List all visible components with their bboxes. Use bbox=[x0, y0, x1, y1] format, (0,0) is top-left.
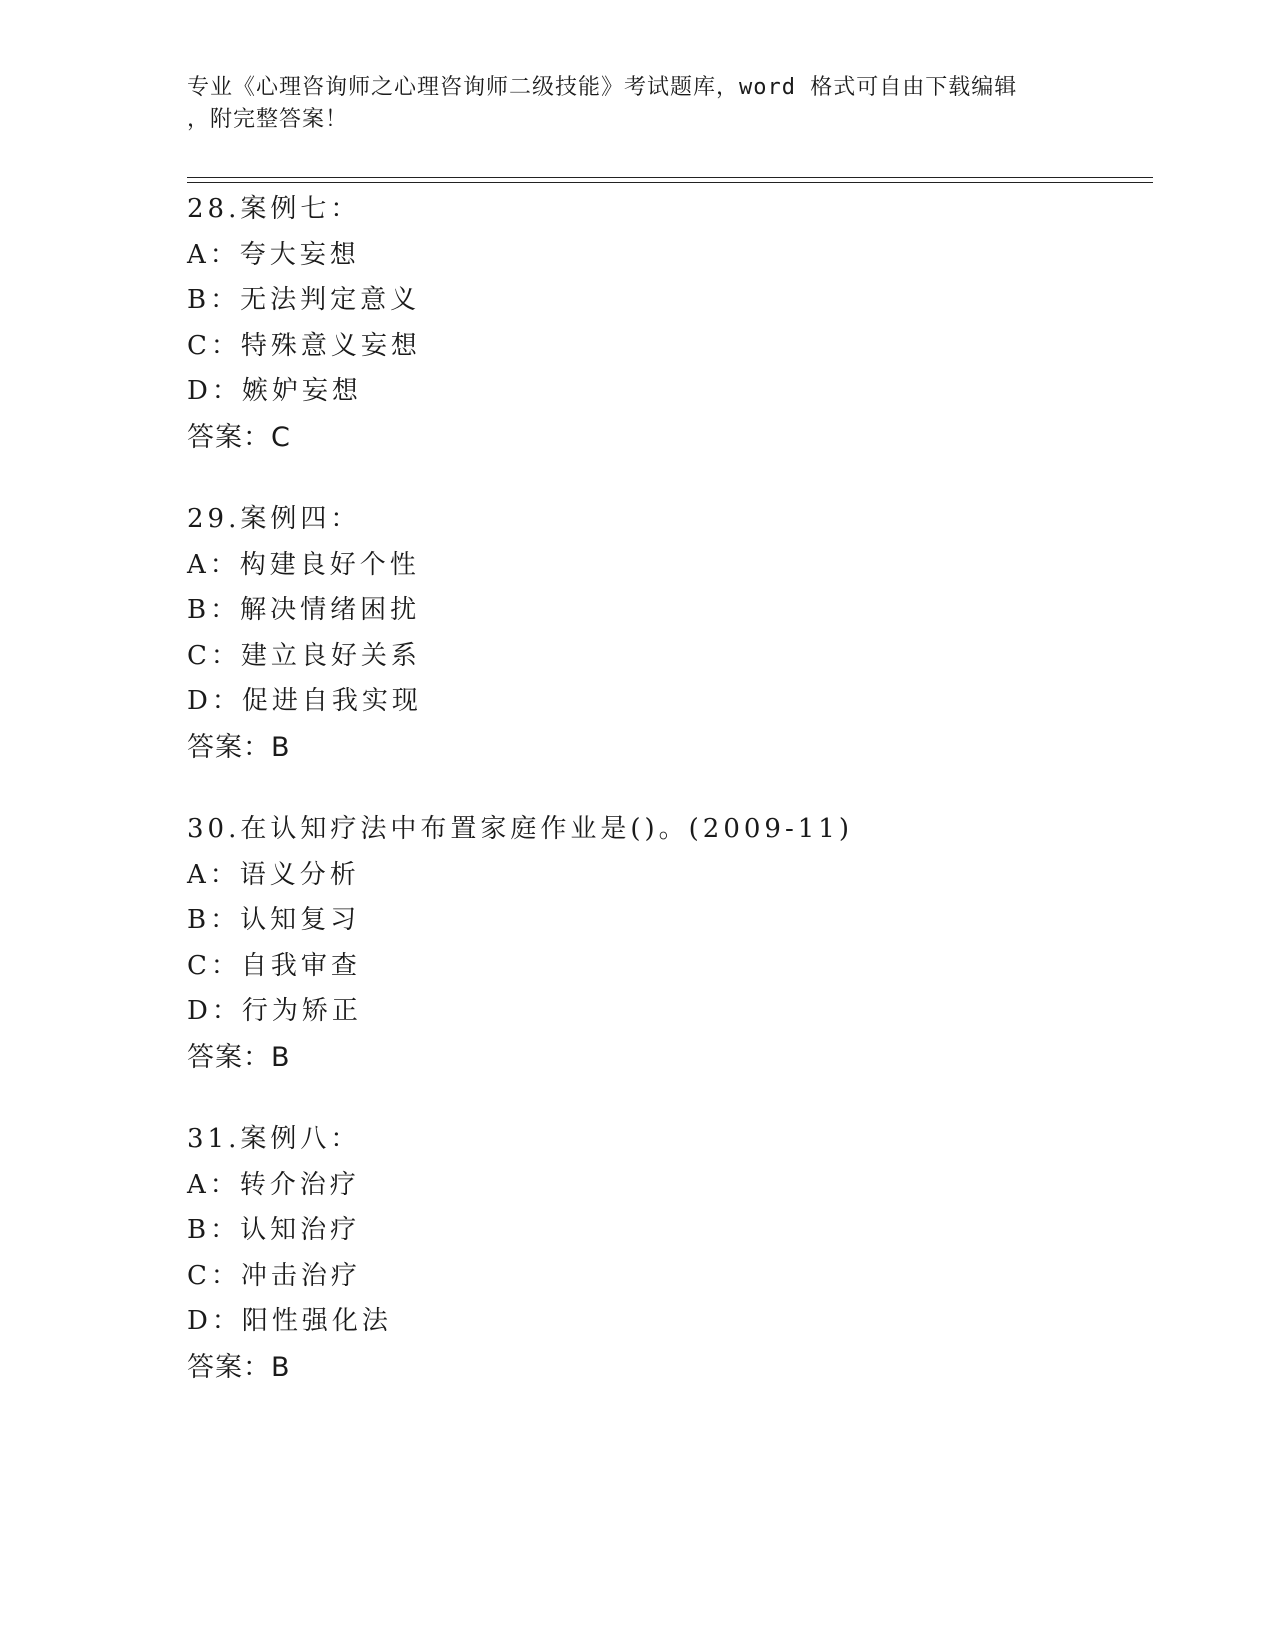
answer-line: 答案：B bbox=[187, 731, 291, 763]
answer-line: 答案：B bbox=[187, 1041, 291, 1073]
question-31 bbox=[187, 1117, 1087, 1391]
question-stem: 31.案例八： bbox=[187, 1124, 361, 1154]
option-c: C：特殊意义妄想 bbox=[187, 330, 421, 361]
answer-line: 答案：C bbox=[187, 421, 291, 453]
question-stem: 28.案例七： bbox=[187, 194, 361, 224]
header-line-1: 专业《心理咨询师之心理咨询师二级技能》考试题库，word 格式可自由下载编辑 bbox=[187, 75, 1018, 100]
question-30 bbox=[187, 807, 1087, 1081]
option-b: B：无法判定意义 bbox=[187, 285, 421, 316]
option-b: B：认知治疗 bbox=[187, 1215, 361, 1246]
option-a: A：构建良好个性 bbox=[187, 549, 420, 580]
header-line-2: ，附完整答案！ bbox=[187, 107, 349, 132]
option-d: D：促进自我实现 bbox=[187, 686, 422, 717]
option-d: D：行为矫正 bbox=[187, 996, 362, 1027]
option-d: D：嫉妒妄想 bbox=[187, 376, 362, 407]
option-c: C：建立良好关系 bbox=[187, 640, 421, 671]
option-d: D：阳性强化法 bbox=[187, 1306, 392, 1337]
option-a: A：转介治疗 bbox=[187, 1169, 360, 1200]
option-b: B：认知复习 bbox=[187, 905, 361, 936]
option-c: C：自我审查 bbox=[187, 950, 361, 981]
option-c: C：冲击治疗 bbox=[187, 1260, 361, 1291]
answer-line: 答案：B bbox=[187, 1351, 291, 1383]
question-stem: 29.案例四： bbox=[187, 504, 361, 534]
document-header bbox=[187, 72, 1067, 136]
option-a: A：夸大妄想 bbox=[187, 239, 360, 270]
header-divider-top bbox=[187, 177, 1153, 178]
question-28 bbox=[187, 187, 1087, 461]
header-divider-bottom bbox=[187, 182, 1153, 183]
option-b: B：解决情绪困扰 bbox=[187, 595, 421, 626]
option-a: A：语义分析 bbox=[187, 859, 360, 890]
question-29 bbox=[187, 497, 1087, 771]
question-stem: 30.在认知疗法中布置家庭作业是()。(2009-11) bbox=[187, 814, 853, 844]
